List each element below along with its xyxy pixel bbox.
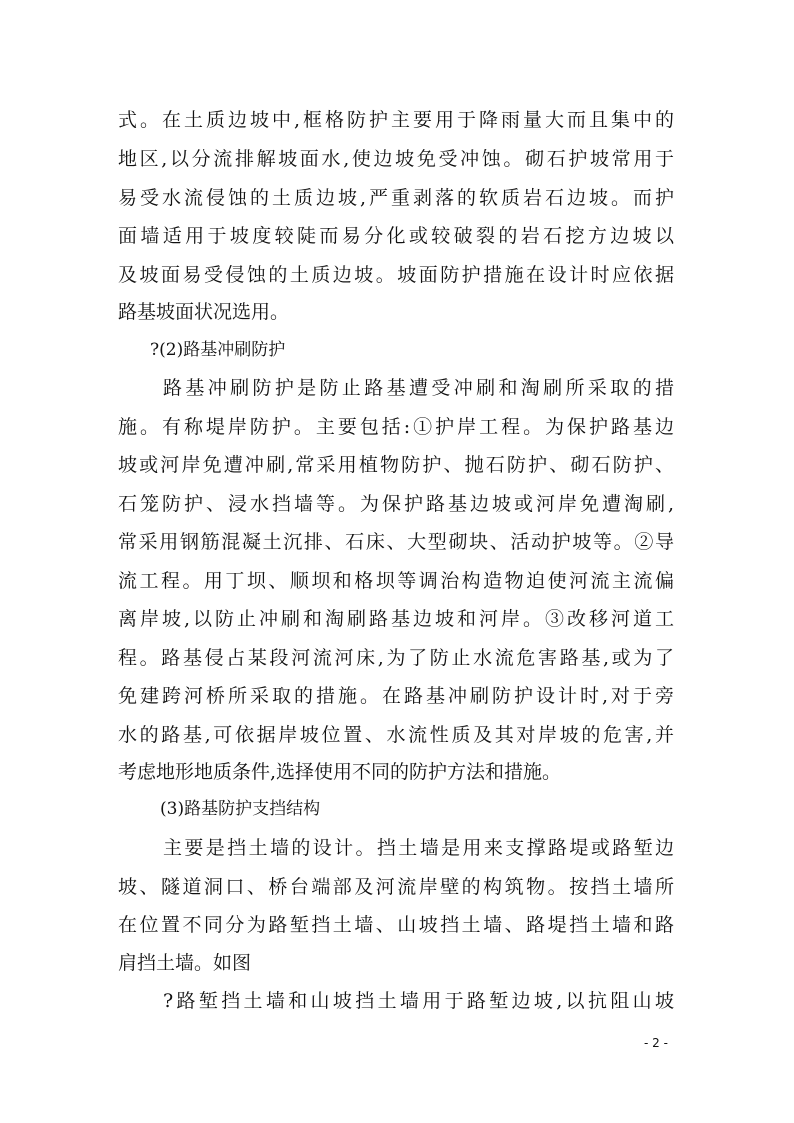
paragraph-line: 坡或河岸免遭冲刷,常采用植物防护、抛石防护、砌石防护、 xyxy=(118,454,674,476)
paragraph-line: 程。路基侵占某段河流河床,为了防止水流危害路基,或为了 xyxy=(118,647,674,669)
paragraph-line: 坡、隧道洞口、桥台端部及河流岸壁的构筑物。按挡土墙所 xyxy=(118,876,674,898)
paragraph-line: ?路堑挡土墙和山坡挡土墙用于路堑边坡,以抗阻山坡 xyxy=(163,990,674,1012)
section-heading-2: ?(2)路基冲刷防护 xyxy=(150,340,286,360)
paragraph-line: 施。有称堤岸防护。主要包括:①护岸工程。为保护路基边 xyxy=(118,416,674,438)
paragraph-line: 面墙适用于坡度较陡而易分化或较破裂的岩石挖方边坡以 xyxy=(118,225,674,247)
paragraph-line: 水的路基,可依据岸坡位置、水流性质及其对岸坡的危害,并 xyxy=(118,724,674,746)
paragraph-line: 离岸坡,以防止冲刷和淘刷路基边坡和河岸。③改移河道工 xyxy=(118,608,674,630)
paragraph-line: 石笼防护、浸水挡墙等。为保护路基边坡或河岸免遭淘刷, xyxy=(118,493,674,515)
paragraph-line: 路基冲刷防护是防止路基遭受冲刷和淘刷所采取的措 xyxy=(163,377,674,399)
paragraph-line: 常采用钢筋混凝土沉排、石床、大型砌块、活动护坡等。②导 xyxy=(118,531,674,553)
paragraph-line: 肩挡土墙。如图 xyxy=(118,952,252,974)
paragraph-line: 路基坡面状况选用。 xyxy=(118,301,290,323)
paragraph-line: 易受水流侵蚀的土质边坡,严重剥落的软质岩石边坡。而护 xyxy=(118,187,674,209)
section-heading-3: (3)路基防护支挡结构 xyxy=(160,799,321,819)
page-number: - 2 - xyxy=(644,1036,668,1050)
paragraph-line: 免建跨河桥所采取的措施。在路基冲刷防护设计时,对于旁 xyxy=(118,685,674,707)
paragraph-line: 流工程。用丁坝、顺坝和格坝等调治构造物迫使河流主流偏 xyxy=(118,570,674,592)
paragraph-line: 主要是挡土墙的设计。挡土墙是用来支撑路堤或路堑边 xyxy=(163,837,674,859)
paragraph-line: 在位置不同分为路堑挡土墙、山坡挡土墙、路堤挡土墙和路 xyxy=(118,914,674,936)
paragraph-line: 式。在土质边坡中,框格防护主要用于降雨量大而且集中的 xyxy=(118,109,674,131)
paragraph-line: 考虑地形地质条件,选择使用不同的防护方法和措施。 xyxy=(118,761,562,783)
paragraph-line: 及坡面易受侵蚀的土质边坡。坡面防护措施在设计时应依据 xyxy=(118,264,674,286)
paragraph-line: 地区,以分流排解坡面水,使边坡免受冲蚀。砌石护坡常用于 xyxy=(118,148,674,170)
